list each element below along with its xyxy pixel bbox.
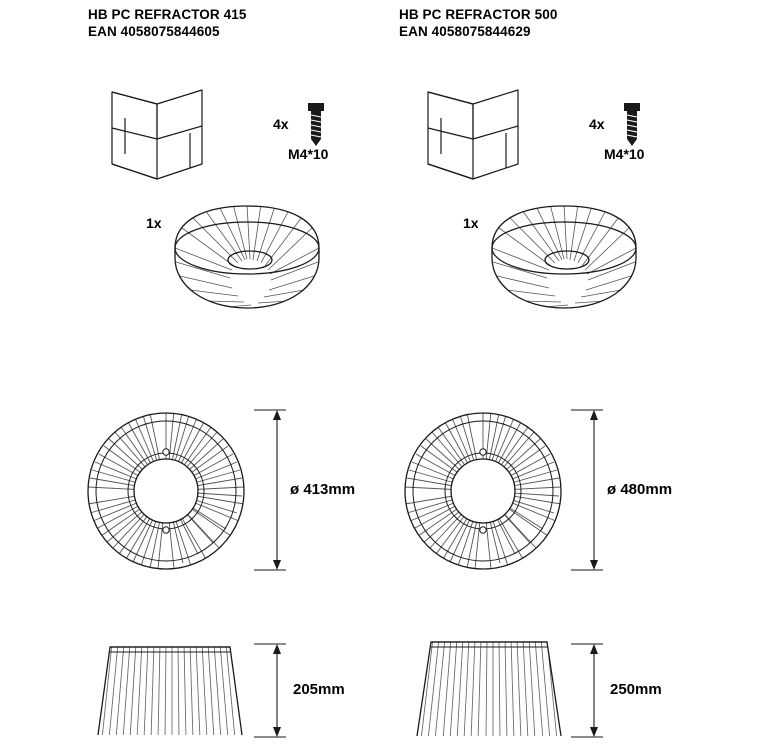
product-heading-415 bbox=[88, 6, 246, 40]
product-column-500 bbox=[311, 0, 699, 756]
reflector-quantity-500: 1x bbox=[463, 215, 479, 231]
product-heading-500 bbox=[399, 6, 557, 40]
reflector-top-view-icon bbox=[86, 411, 246, 571]
reflector-top-view-icon bbox=[403, 411, 563, 571]
diameter-label-500: ø 480mm bbox=[607, 481, 673, 498]
product-title: HB PC REFRACTOR 500 bbox=[399, 7, 558, 22]
side-view-figure-500 bbox=[415, 638, 563, 740]
height-dimension-415 bbox=[252, 640, 288, 744]
reflector-side-view-icon bbox=[96, 643, 244, 739]
diameter-dimension-415 bbox=[252, 405, 288, 575]
product-ean: EAN 4058075844629 bbox=[399, 24, 531, 39]
diameter-dimension-500 bbox=[569, 405, 605, 575]
dome-reflector-icon bbox=[489, 200, 639, 325]
top-view-figure-415 bbox=[86, 411, 246, 571]
product-title: HB PC REFRACTOR 415 bbox=[88, 7, 247, 22]
dimension-arrow-icon bbox=[252, 640, 288, 744]
box-figure-500 bbox=[411, 82, 556, 192]
box-figure-415 bbox=[95, 82, 240, 192]
open-carton-icon bbox=[95, 82, 240, 192]
reflector-figure-415 bbox=[172, 200, 322, 325]
height-label-415: 205mm bbox=[293, 681, 345, 698]
dimension-arrow-icon bbox=[252, 405, 288, 575]
top-view-figure-500 bbox=[403, 411, 563, 571]
side-view-figure-415 bbox=[96, 643, 244, 739]
screw-quantity-500: 4x bbox=[589, 116, 605, 132]
open-carton-icon bbox=[411, 82, 556, 192]
screw-quantity-415: 4x bbox=[273, 116, 289, 132]
product-ean: EAN 4058075844605 bbox=[88, 24, 220, 39]
height-dimension-500 bbox=[569, 640, 605, 744]
height-label-500: 250mm bbox=[610, 681, 662, 698]
dimension-arrow-icon bbox=[569, 640, 605, 744]
diameter-label-415: ø 413mm bbox=[290, 481, 356, 498]
reflector-figure-500 bbox=[489, 200, 639, 325]
screw-size-500: M4*10 bbox=[604, 146, 645, 162]
screw-size-415: M4*10 bbox=[288, 146, 329, 162]
screw-figure-500 bbox=[619, 102, 645, 148]
screw-icon bbox=[619, 102, 645, 148]
reflector-quantity-415: 1x bbox=[146, 215, 162, 231]
dimension-arrow-icon bbox=[569, 405, 605, 575]
reflector-side-view-icon bbox=[415, 638, 563, 740]
dome-reflector-icon bbox=[172, 200, 322, 325]
